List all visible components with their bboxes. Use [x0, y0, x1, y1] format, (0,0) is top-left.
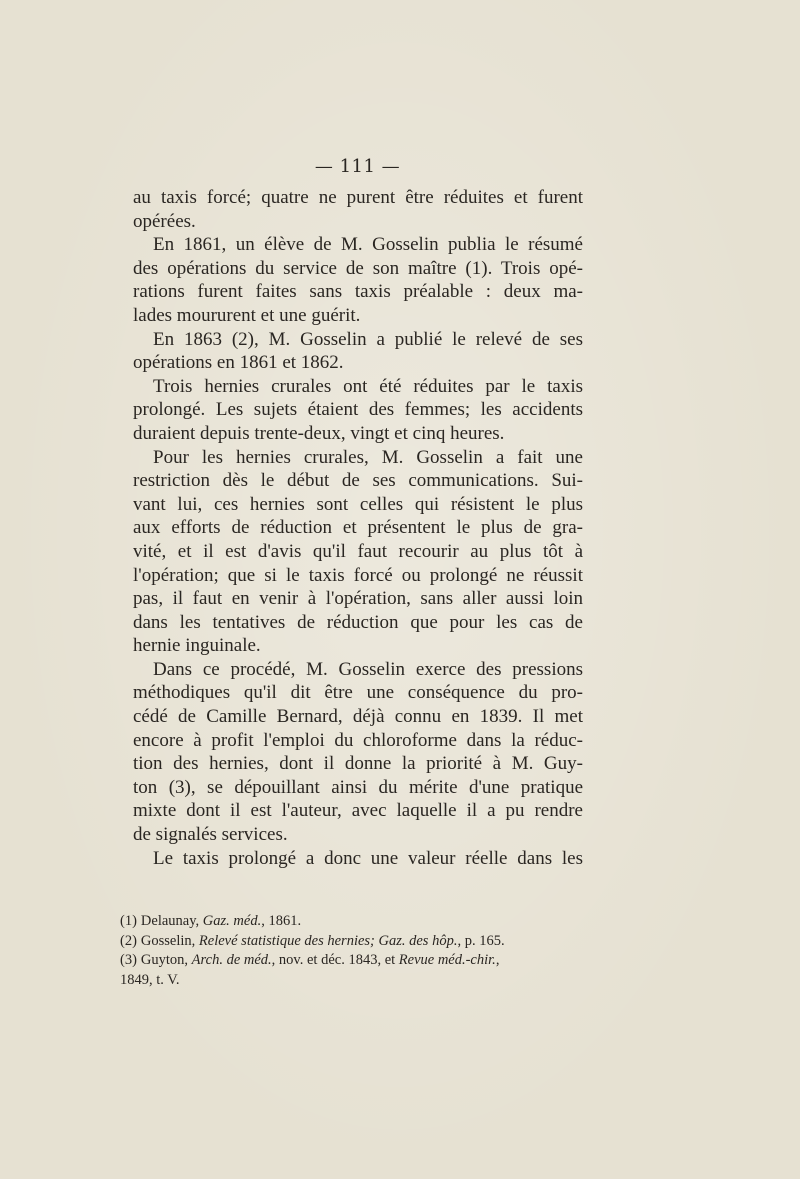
footnote-number: (1): [120, 913, 137, 929]
text-line: vité, et il est d'avis qu'il faut recourir au plus tôt à: [133, 540, 583, 562]
footnote-italic: Relevé statistique des hernies; Gaz. des hôp.: [198, 932, 458, 949]
footnote-italic: Arch. de méd.: [191, 952, 272, 968]
text-line: des opérations du service de son maître (1). Trois opé-: [133, 257, 583, 279]
footnote-text: , 1861.: [261, 913, 302, 929]
text-line: pas, il faut en venir à l'opération, sans aller aussi loin: [133, 588, 583, 610]
text-line: méthodiques qu'il dit être une conséquence du pro-: [133, 682, 583, 704]
text-line: aux efforts de réduction et présentent le plus de gra-: [133, 517, 583, 539]
text-line: opérées.: [133, 210, 196, 232]
paragraph: [133, 328, 583, 375]
footnote-2: [120, 932, 585, 952]
footnote-number: (3): [120, 952, 137, 968]
footnote-italic: Revue méd.-chir.: [398, 952, 496, 968]
paragraph: [133, 847, 583, 871]
text-line: ton (3), se dépouillant ainsi du mérite d'une pratique: [133, 776, 583, 798]
text-line: dans les tentatives de réduction que pour les cas de: [133, 611, 583, 633]
body-text: [133, 186, 583, 870]
text-line: l'opération; que si le taxis forcé ou prolongé ne réussit: [133, 564, 583, 586]
paragraph: [133, 658, 583, 847]
footnote-text: Delaunay,: [140, 913, 203, 929]
paragraph: [133, 186, 583, 233]
text-line: Pour les hernies crurales, M. Gosselin a fait une: [153, 446, 583, 468]
page-number: — 111 —: [314, 156, 401, 177]
paragraph: [133, 446, 583, 658]
footnotes: [120, 912, 585, 990]
footnote-3: [120, 951, 585, 971]
footnote-text: ,: [495, 952, 500, 968]
text-line: En 1861, un élève de M. Gosselin publia le résumé: [153, 234, 583, 256]
footnote-text: Guyton,: [140, 952, 192, 968]
footnote-number: (2): [120, 932, 137, 949]
text-line: vant lui, ces hernies sont celles qui résistent le plus: [133, 493, 583, 515]
text-line: encore à profit l'emploi du chloroforme dans la réduc-: [133, 729, 583, 751]
text-line: opérations en 1861 et 1862.: [133, 352, 344, 374]
text-line: En 1863 (2), M. Gosselin a publié le relevé de ses: [153, 328, 583, 350]
text-line: de signalés services.: [133, 824, 288, 846]
text-line: mixte dont il est l'auteur, avec laquelle il a pu rendre: [133, 800, 583, 822]
text-line: restriction dès le début de ses communications. Sui-: [133, 470, 583, 492]
footnote-text: , nov. et déc. 1843, et: [271, 952, 399, 968]
text-line: cédé de Camille Bernard, déjà connu en 1839. Il met: [133, 706, 583, 728]
text-line: hernie inguinale.: [133, 635, 261, 657]
text-line: Trois hernies crurales ont été réduites par le taxis: [153, 375, 583, 397]
footnote-text: Gosselin,: [140, 932, 199, 949]
text-line: tion des hernies, dont il donne la priorité à M. Guy-: [133, 753, 583, 775]
footnote-text: , p. 165.: [457, 932, 505, 949]
text-line: rations furent faites sans taxis préalable : deux ma-: [133, 281, 583, 303]
text-line: prolongé. Les sujets étaient des femmes; les accidents: [133, 399, 583, 421]
text-line: lades moururent et une guérit.: [133, 304, 361, 326]
text-line: duraient depuis trente-deux, vingt et cinq heures.: [133, 422, 505, 444]
footnote-italic: Gaz. méd.: [202, 913, 262, 929]
text-line: au taxis forcé; quatre ne purent être réduites et furent: [133, 187, 583, 208]
paragraph: [133, 375, 583, 446]
text-line: Dans ce procédé, M. Gosselin exerce des pressions: [153, 658, 583, 680]
paragraph: [133, 233, 583, 327]
footnote-3-continuation: 1849, t. V.: [120, 971, 180, 988]
text-line: Le taxis prolongé a donc une valeur réelle dans les: [153, 847, 583, 869]
footnote-1: [120, 912, 585, 932]
